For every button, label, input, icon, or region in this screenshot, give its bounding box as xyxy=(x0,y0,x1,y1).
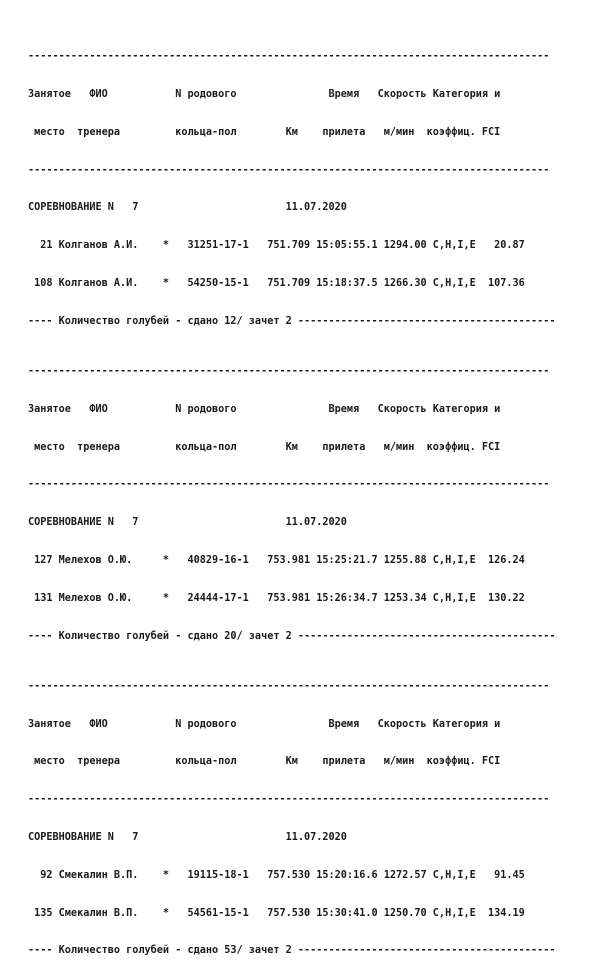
report-document xyxy=(28,26,555,971)
result-row: 21 Колганов А.И. * 31251-17-1 751.709 15:05:55.1 1294.00 C,H,I,E 20.87 xyxy=(28,240,525,252)
result-row: 92 Смекалин В.П. * 19115-18-1 757.530 15:20:16.6 1272.57 C,H,I,E 91.45 xyxy=(28,869,525,881)
table-header-row-1: Занятое ФИО N родового Время Скорость Категория и xyxy=(28,718,501,730)
summary-line: ---- Количество голубей - сдано 12/ зачет 2 ------------------------------------------ xyxy=(28,315,556,327)
separator-line: ------------------------------------------------------------------------------------- xyxy=(28,680,550,692)
result-row: 108 Колганов А.И. * 54250-15-1 751.709 15:18:37.5 1266.30 C,H,I,E 107.36 xyxy=(28,277,525,289)
table-header-row-2: место тренера кольца-пол Км прилета м/мин коэффиц. FCI xyxy=(28,126,501,138)
table-header-row-1: Занятое ФИО N родового Время Скорость Категория и xyxy=(28,403,501,415)
summary-line: ---- Количество голубей - сдано 20/ зачет 2 ------------------------------------------ xyxy=(28,630,556,642)
result-row: 127 Мелехов О.Ю. * 40829-16-1 753.981 15:25:21.7 1255.88 C,H,I,E 126.24 xyxy=(28,554,525,566)
separator-line: ------------------------------------------------------------------------------------- xyxy=(28,794,550,806)
result-row: 131 Мелехов О.Ю. * 24444-17-1 753.981 15:26:34.7 1253.34 C,H,I,E 130.22 xyxy=(28,592,525,604)
table-header-row-1: Занятое ФИО N родового Время Скорость Категория и xyxy=(28,88,501,100)
separator-line: ------------------------------------------------------------------------------------- xyxy=(28,51,550,63)
competition-heading: СОРЕВНОВАНИЕ N 7 11.07.2020 xyxy=(28,202,347,214)
table-header-row-2: место тренера кольца-пол Км прилета м/мин коэффиц. FCI xyxy=(28,756,501,768)
table-header-row-2: место тренера кольца-пол Км прилета м/мин коэффиц. FCI xyxy=(28,441,501,453)
separator-line: ------------------------------------------------------------------------------------- xyxy=(28,164,550,176)
separator-line: ------------------------------------------------------------------------------------- xyxy=(28,366,550,378)
result-row: 135 Смекалин В.П. * 54561-15-1 757.530 15:30:41.0 1250.70 C,H,I,E 134.19 xyxy=(28,907,525,919)
separator-line: ------------------------------------------------------------------------------------- xyxy=(28,479,550,491)
summary-line: ---- Количество голубей - сдано 53/ зачет 2 ------------------------------------------ xyxy=(28,945,556,957)
competition-heading: СОРЕВНОВАНИЕ N 7 11.07.2020 xyxy=(28,517,347,529)
competition-heading: СОРЕВНОВАНИЕ N 7 11.07.2020 xyxy=(28,832,347,843)
